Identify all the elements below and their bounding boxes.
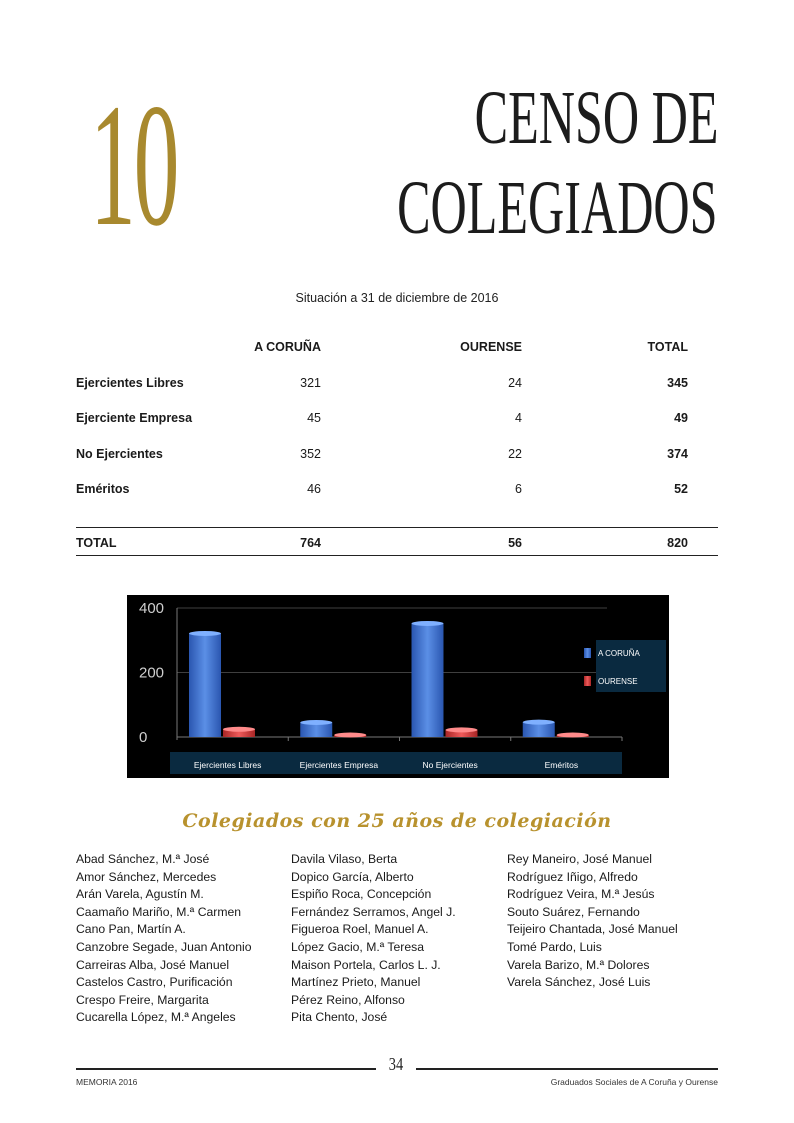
bar-cap bbox=[223, 727, 255, 732]
list-item: Canzobre Segade, Juan Antonio bbox=[76, 939, 252, 954]
total-label: TOTAL bbox=[76, 536, 117, 550]
total-coruna: 764 bbox=[300, 536, 321, 550]
list-item: Cucarella López, M.ª Angeles bbox=[76, 1010, 236, 1025]
list-item: Rodríguez Iñigo, Alfredo bbox=[507, 869, 638, 884]
list-item: Varela Barizo, M.ª Dolores bbox=[507, 957, 650, 972]
table-row bbox=[76, 411, 718, 447]
cell-ourense: 22 bbox=[508, 446, 522, 461]
column-header-coruna: A CORUÑA bbox=[254, 340, 321, 354]
cell-ourense: 6 bbox=[515, 482, 522, 496]
list-item: Martínez Prieto, Manuel bbox=[291, 975, 421, 990]
census-bar-chart bbox=[127, 595, 669, 778]
y-tick-label: 200 bbox=[139, 664, 165, 682]
cell-ourense: 24 bbox=[508, 375, 522, 390]
bar-cap bbox=[334, 733, 366, 738]
total-ourense: 56 bbox=[508, 536, 522, 550]
page-title-line-1: CENSO DE bbox=[474, 76, 718, 160]
names-column-2 bbox=[291, 851, 456, 1027]
list-item: Cano Pan, Martín A. bbox=[76, 922, 186, 937]
cell-coruna: 46 bbox=[307, 482, 321, 496]
row-label: No Ejercientes bbox=[76, 446, 163, 461]
footer-rule-left bbox=[76, 1068, 376, 1070]
cell-total: 49 bbox=[674, 411, 688, 425]
legend-label: OURENSE bbox=[598, 677, 638, 686]
list-item: Castelos Castro, Purificación bbox=[76, 975, 233, 990]
list-item: Maison Portela, Carlos L. J. bbox=[291, 957, 441, 972]
section-heading: Colegiados con 25 años de colegiación bbox=[182, 810, 612, 832]
census-date-subtitle: Situación a 31 de diciembre de 2016 bbox=[295, 291, 499, 305]
names-column-3 bbox=[507, 851, 678, 992]
list-item: Dopico García, Alberto bbox=[291, 869, 414, 884]
row-label: Ejerciente Empresa bbox=[76, 411, 193, 425]
footer-right-text: Graduados Sociales de A Coruña y Ourense bbox=[550, 1077, 718, 1087]
total-grand: 820 bbox=[667, 536, 688, 550]
row-label: Ejercientes Libres bbox=[76, 375, 184, 390]
y-tick-label: 400 bbox=[139, 600, 165, 617]
table-row bbox=[76, 482, 718, 518]
list-item: Amor Sánchez, Mercedes bbox=[76, 869, 217, 884]
bar-cap bbox=[189, 631, 221, 636]
page-title-line-2: COLEGIADOS bbox=[397, 166, 718, 250]
chapter-number: 10 bbox=[90, 68, 178, 263]
y-tick-label: 0 bbox=[139, 729, 148, 746]
bar-cap bbox=[523, 720, 555, 725]
list-item: Rey Maneiro, José Manuel bbox=[507, 852, 652, 866]
row-label: Eméritos bbox=[76, 482, 130, 496]
list-item: Crespo Freire, Margarita bbox=[76, 992, 209, 1007]
cell-total: 345 bbox=[667, 375, 688, 390]
x-category-label: Ejercientes Empresa bbox=[299, 760, 379, 770]
bar-cap bbox=[300, 720, 332, 725]
x-category-label: Eméritos bbox=[544, 760, 579, 770]
chart-svg bbox=[127, 595, 669, 778]
cell-coruna: 352 bbox=[300, 446, 321, 461]
list-item: Abad Sánchez, M.ª José bbox=[76, 852, 210, 866]
bar-cap bbox=[557, 733, 589, 738]
table-row bbox=[76, 376, 718, 412]
cell-total: 374 bbox=[667, 446, 688, 461]
column-header-total: TOTAL bbox=[647, 340, 688, 354]
list-item: Varela Sánchez, José Luis bbox=[507, 975, 651, 990]
page-number: 34 bbox=[388, 1054, 404, 1074]
list-item: Davila Vilaso, Berta bbox=[291, 852, 398, 866]
list-item: Pita Chento, José bbox=[291, 1010, 388, 1025]
legend-swatch bbox=[584, 676, 591, 686]
bar-coruna bbox=[412, 623, 444, 737]
list-item: Arán Varela, Agustín M. bbox=[76, 887, 204, 902]
legend-label: A CORUÑA bbox=[598, 649, 640, 658]
table-header-row bbox=[76, 340, 718, 376]
cell-ourense: 4 bbox=[515, 411, 522, 425]
list-item: Figueroa Roel, Manuel A. bbox=[291, 922, 429, 937]
legend-swatch bbox=[584, 648, 591, 658]
cell-coruna: 45 bbox=[307, 411, 321, 425]
list-item: Espiño Roca, Concepción bbox=[291, 887, 432, 902]
list-item: Rodríguez Veira, M.ª Jesús bbox=[507, 887, 655, 902]
names-column-1 bbox=[76, 851, 252, 1027]
x-category-label: Ejercientes Libres bbox=[193, 760, 262, 770]
list-item: Carreiras Alba, José Manuel bbox=[76, 957, 230, 972]
list-item: Pérez Reino, Alfonso bbox=[291, 992, 405, 1007]
bar-cap bbox=[412, 621, 444, 626]
list-item: Tomé Pardo, Luis bbox=[507, 939, 602, 954]
list-item: Caamaño Mariño, M.ª Carmen bbox=[76, 904, 242, 919]
footer-left-text: MEMORIA 2016 bbox=[76, 1077, 138, 1087]
footer-rule-right bbox=[416, 1068, 718, 1070]
cell-total: 52 bbox=[674, 482, 688, 496]
x-category-label: No Ejercientes bbox=[422, 760, 478, 770]
table-row bbox=[76, 447, 718, 483]
table-total-row bbox=[76, 527, 718, 556]
census-table bbox=[76, 340, 718, 518]
bar-coruna bbox=[189, 633, 221, 737]
cell-coruna: 321 bbox=[300, 375, 321, 390]
bar-cap bbox=[446, 727, 478, 732]
column-header-ourense: OURENSE bbox=[460, 340, 522, 354]
list-item: López Gacio, M.ª Teresa bbox=[291, 939, 424, 954]
list-item: Fernández Serramos, Angel J. bbox=[291, 904, 456, 919]
list-item: Teijeiro Chantada, José Manuel bbox=[507, 922, 678, 937]
list-item: Souto Suárez, Fernando bbox=[507, 904, 640, 919]
